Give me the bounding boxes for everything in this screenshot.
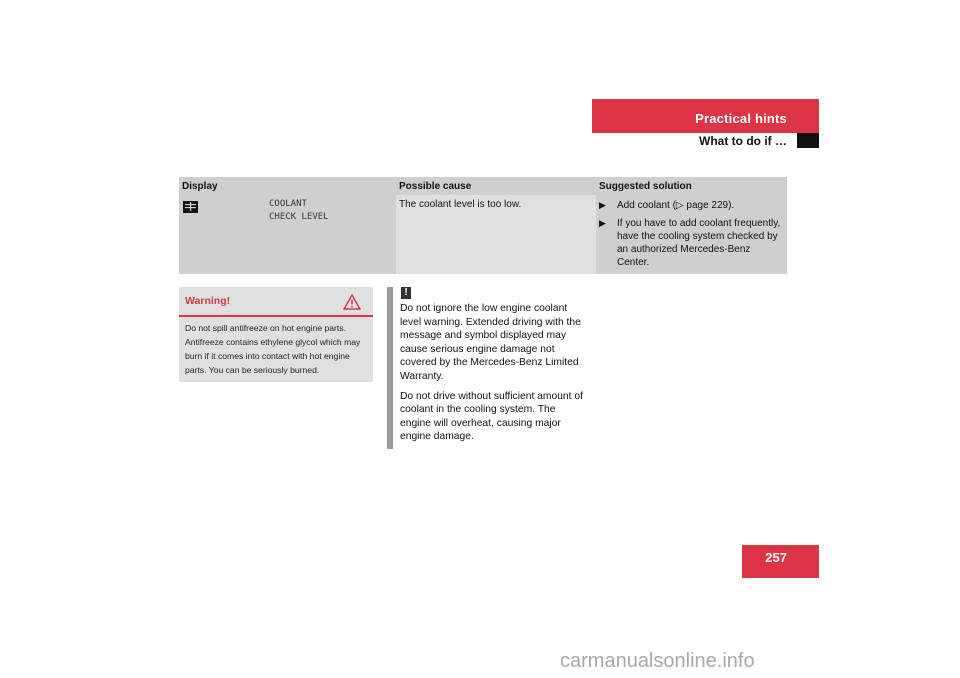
solution-text: Add coolant (▷ page 229). — [617, 200, 735, 211]
section-title: Practical hints — [695, 111, 787, 126]
page-number-box — [742, 545, 819, 578]
solution-item — [599, 217, 784, 269]
note-side-bar — [387, 287, 393, 449]
column-header-solution: Suggested solution — [599, 180, 692, 192]
table-row — [179, 195, 787, 274]
solution-cell — [596, 195, 787, 274]
header-tab-marker — [797, 133, 819, 148]
cause-cell: The coolant level is too low. — [396, 195, 596, 274]
display-message-line-1: COOLANT — [269, 199, 307, 209]
solution-text: If you have to add coolant frequently, have the cooling system checked by an authorized Mercedes-Benz Center. — [617, 218, 781, 268]
note-body — [400, 302, 585, 450]
warning-header — [179, 287, 373, 317]
note-paragraph: Do not ignore the low engine coolant level warning. Extended driving with the message and symbol displayed may cause serious engine damage not covered by the Mercedes-Benz Limited Warranty. — [400, 303, 581, 382]
warning-title: Warning! — [185, 295, 231, 307]
column-header-display: Display — [182, 180, 218, 192]
warning-box — [179, 287, 373, 382]
solution-item — [599, 199, 784, 212]
subsection-title: What to do if … — [699, 134, 787, 148]
note-exclamation-icon: ! — [401, 287, 411, 299]
display-cell — [179, 195, 396, 274]
warning-triangle-icon — [343, 294, 361, 310]
display-message-line-2: CHECK LEVEL — [269, 212, 329, 222]
table-header — [179, 177, 787, 195]
note-paragraph: Do not drive without sufficient amount of coolant in the cooling system. The engine will overheat, causing major engine damage. — [400, 390, 583, 443]
section-header-banner — [592, 99, 819, 133]
coolant-icon — [183, 201, 198, 213]
display-messages-table — [179, 177, 787, 274]
warning-text: Do not spill antifreeze on hot engine parts. Antifreeze contains ethylene glycol which may burn if it comes into contact with hot engine parts. You can be seriously burned. — [185, 323, 361, 375]
page-number: 257 — [765, 550, 787, 565]
bullet-arrow-icon: ▶ — [599, 218, 606, 228]
bullet-arrow-icon: ▶ — [599, 200, 606, 210]
display-message — [269, 198, 329, 224]
column-header-cause: Possible cause — [399, 180, 472, 192]
watermark: carmanualsonline.info — [560, 650, 755, 672]
